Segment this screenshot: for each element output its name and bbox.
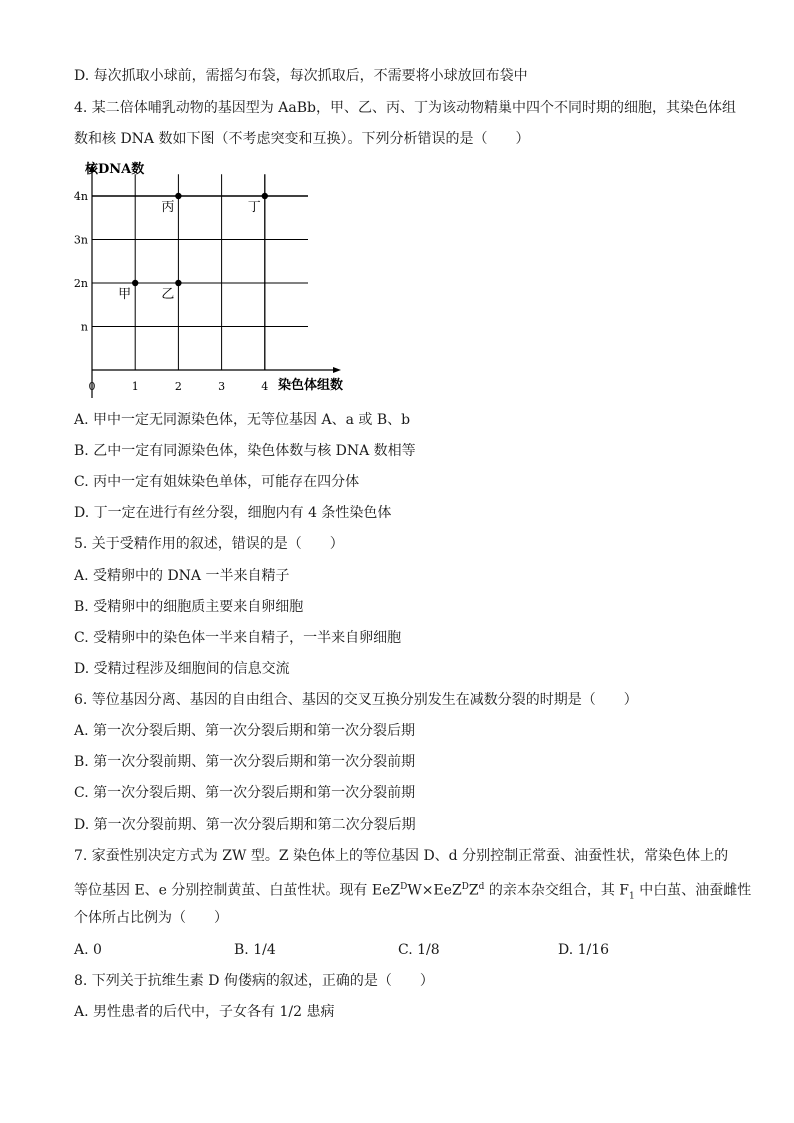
q7-option-a: A. 0	[74, 942, 102, 958]
q5-option-c: C. 受精卵中的染色体一半来自精子，一半来自卵细胞	[74, 630, 402, 646]
q4-stem-line1: 4. 某二倍体哺乳动物的基因型为 AaBb，甲、乙、丙、丁为该动物精巢中四个不同时期的细胞，其染色体组	[74, 100, 736, 116]
q4-option-c: C. 丙中一定有姐妹染色单体，可能存在四分体	[74, 474, 360, 490]
q6-option-b: B. 第一次分裂前期、第一次分裂后期和第一次分裂前期	[74, 754, 416, 770]
x-tick-label: 0	[88, 380, 96, 393]
q6-option-c: C. 第一次分裂后期、第一次分裂后期和第一次分裂前期	[74, 785, 416, 801]
q7-option-b: B. 1/4	[234, 942, 276, 958]
y-axis-label: 核DNA数	[85, 162, 145, 177]
q7-line2: 等位基因 E、e 分别控制黄茧、白茧性状。现有 $EeZ^DW\times EeZ^DZ^d$ 的亲本杂交组合，其 $F_1$ 中白茧、油蚕雌性	[74, 882, 752, 902]
q4-option-b: B. 乙中一定有同源染色体，染色体数与核 DNA 数相等	[74, 443, 416, 459]
chart-grid	[92, 174, 308, 370]
q4-stem-line2: 数和核 DNA 数如下图（不考虑突变和互换）。下列分析错误的是（ ）	[74, 131, 530, 147]
q7-option-c: C. 1/8	[398, 942, 440, 958]
q8-stem: 8. 下列关于抗维生素 D 佝偻病的叙述，正确的是（ ）	[74, 973, 434, 989]
q6-option-a: A. 第一次分裂后期、第一次分裂后期和第一次分裂后期	[74, 723, 416, 739]
data-point	[132, 280, 138, 286]
data-point-label: 丙	[161, 200, 175, 215]
x-tick-label: 2	[174, 380, 182, 393]
q5-option-a: A. 受精卵中的 DNA 一半来自精子	[74, 568, 290, 584]
x-tick-label: 4	[261, 380, 269, 393]
data-point-label: 乙	[161, 287, 175, 302]
x-axis-arrow	[333, 367, 341, 373]
q7-line3: 个体所占比例为（ ）	[74, 910, 228, 926]
x-axis-label: 染色体组数	[278, 378, 344, 393]
q4-option-a: A. 甲中一定无同源染色体，无等位基因 A、a 或 B、b	[74, 412, 411, 428]
q5-option-d: D. 受精过程涉及细胞间的信息交流	[74, 661, 290, 677]
data-point	[175, 193, 181, 199]
q8-option-a: A. 男性患者的后代中，子女各有 1/2 患病	[74, 1004, 335, 1020]
q7-option-d: D. 1/16	[558, 942, 610, 958]
x-tick-label: 3	[218, 380, 226, 393]
data-point	[262, 193, 268, 199]
data-point-label: 丁	[247, 200, 261, 215]
q4-chart	[60, 155, 360, 400]
q4-option-d: D. 丁一定在进行有丝分裂，细胞内有 4 条性染色体	[74, 505, 392, 521]
y-tick-label: 3n	[73, 233, 88, 247]
q6-stem: 6. 等位基因分离、基因的自由组合、基因的交叉互换分别发生在减数分裂的时期是（ ）	[74, 692, 638, 708]
data-point-label: 甲	[118, 287, 132, 302]
q3-option-d: D. 每次抓取小球前，需摇匀布袋，每次抓取后，不需要将小球放回布袋中	[74, 68, 528, 84]
q5-option-b: B. 受精卵中的细胞质主要来自卵细胞	[74, 599, 304, 615]
y-tick-label: 2n	[73, 277, 88, 290]
q7-line1: 7. 家蚕性别决定方式为 ZW 型。Z 染色体上的等位基因 D、d 分别控制正常蚕、油蚕性状，常染色体上的	[74, 848, 729, 864]
y-tick-label: n	[80, 320, 88, 334]
q6-option-d: D. 第一次分裂前期、第一次分裂后期和第二次分裂后期	[74, 817, 416, 833]
q5-stem: 5. 关于受精作用的叙述，错误的是（ ）	[74, 536, 344, 552]
y-tick-label: 4n	[73, 190, 88, 203]
x-tick-label: 1	[131, 380, 139, 393]
data-point	[175, 280, 181, 286]
